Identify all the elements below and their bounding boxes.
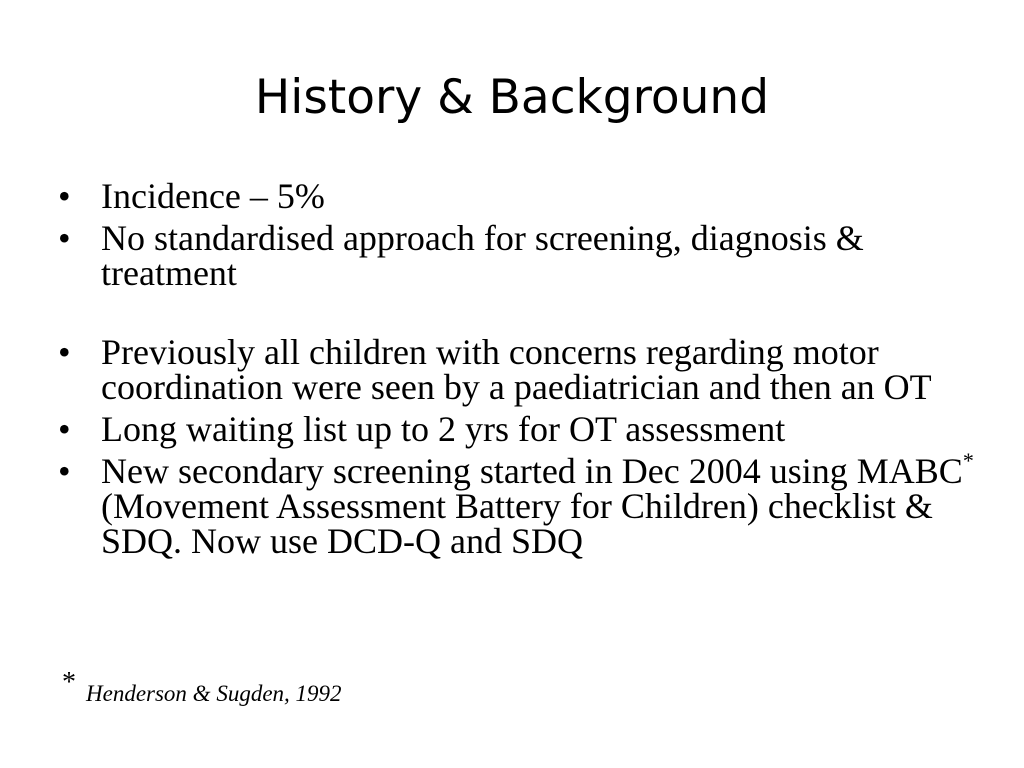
bullet-text (101, 448, 974, 561)
bullet-text: No standardised approach for screening, diagnosis & treatment (101, 218, 864, 293)
bullet-text: Incidence – 5% (101, 176, 325, 216)
bullet-text: Long waiting list up to 2 yrs for OT assessment (101, 409, 786, 449)
bullet-item (58, 176, 978, 216)
bullet-dot-icon: • (58, 451, 71, 491)
footnote (62, 667, 342, 707)
bullet-dot-icon: • (58, 218, 71, 258)
bullet-dot-icon: • (58, 332, 71, 372)
footnote-citation: Henderson & Sugden, 1992 (86, 681, 342, 706)
bullet-text: Previously all children with concerns regarding motor coordination were seen by a paediatrician and then an OT (101, 332, 932, 407)
bullet-text-part: (Movement Assessment Battery for Children) checklist & SDQ. Now use DCD-Q and SDQ (101, 486, 933, 561)
bullet-item (58, 332, 978, 407)
bullet-dot-icon: • (58, 176, 71, 216)
footnote-marker: * (62, 667, 76, 698)
bullet-text-part: New secondary screening started in Dec 2004 using MABC (101, 451, 963, 491)
bullet-item (58, 409, 978, 449)
bullet-list (58, 176, 978, 566)
bullet-item (58, 448, 978, 561)
bullet-item (58, 218, 978, 293)
slide-title: History & Background (254, 70, 770, 125)
footnote-reference-mark: * (962, 448, 974, 473)
bullet-dot-icon: • (58, 409, 71, 449)
